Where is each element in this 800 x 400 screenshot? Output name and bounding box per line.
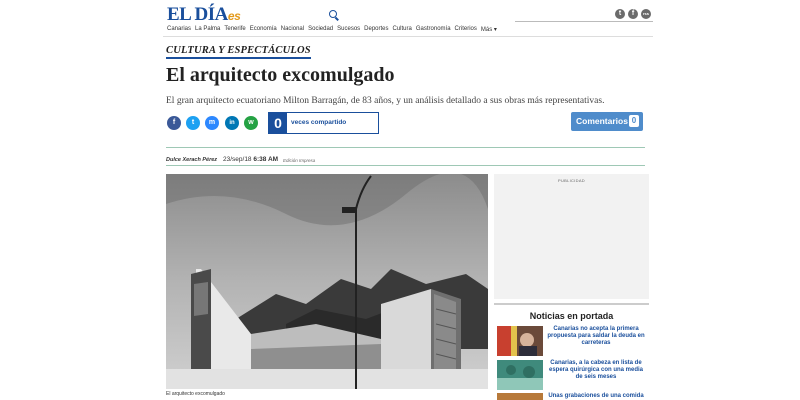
comments-button[interactable] [571,112,643,131]
divider [494,303,649,305]
news-thumb-image [497,360,543,390]
ad-label: PUBLICIDAD [557,178,585,183]
news-item[interactable] [497,326,649,356]
nav-item-deportes[interactable]: Deportes [364,26,389,32]
news-headline[interactable]: Canarias no acepta la primera propuesta para saldar la deuda en carreteras [547,326,645,346]
whatsapp-share-icon[interactable]: w [244,116,258,130]
news-thumbnail[interactable] [497,326,543,356]
linkedin-share-icon[interactable]: in [225,116,239,130]
divider [166,165,645,166]
news-headline[interactable]: Canarias, a la cabeza en lista de espera quirúrgica con una media de seis meses [548,360,644,380]
date-text: 23/sep/18 [223,156,252,163]
share-count: 0 [269,113,287,133]
time-text: 6:38 AM [253,156,279,163]
nav-item-economia[interactable]: Economía [249,26,277,32]
front-page-title: Noticias en portada [529,311,614,321]
nav-item-criterios[interactable]: Criterios [454,26,477,32]
facebook-share-icon[interactable]: f [167,116,181,130]
nav-item-gastronomia[interactable]: Gastronomía [415,26,451,32]
logo-suffix: es [227,9,241,23]
nav-item-sucesos[interactable]: Sucesos [337,26,361,32]
author-name[interactable]: Dulce Xerach Pérez [166,157,218,163]
nav-item-nacional[interactable]: Nacional [280,26,305,32]
publish-date [223,156,278,163]
site-header [163,0,653,37]
news-item[interactable] [497,393,649,400]
section-label[interactable]: CULTURA Y ESPECTÁCULOS [166,45,311,56]
article-photo[interactable] [166,174,488,389]
comments-count: 0 [629,115,639,127]
news-thumbnail[interactable] [497,360,543,390]
church-photo-image [166,174,488,389]
nav-item-mas[interactable]: Más ▾ [480,27,497,33]
nav-item-sociedad[interactable]: Sociedad [308,26,334,32]
divider [166,147,645,148]
byline [166,156,316,163]
nav-item-cultura[interactable]: Cultura [392,26,412,32]
twitter-share-icon[interactable]: t [186,116,200,130]
photo-caption: El arquitecto excomulgado [166,391,225,397]
section-underline [166,57,311,59]
share-count-label: veces compartido [291,119,347,126]
news-thumb-image [497,326,543,356]
share-counter [268,112,379,134]
facebook-icon[interactable]: f [628,9,638,19]
edition-label: Edición Impresa [283,158,316,163]
twitter-icon[interactable]: t [615,9,625,19]
ad-slot[interactable] [494,174,649,299]
nav-item-tenerife[interactable]: Tenerife [224,26,246,32]
comments-label: Comentarios [576,116,628,126]
article-title: El arquitecto excomulgado [166,64,395,86]
nav-item-canarias[interactable]: Canarias [167,26,192,32]
article-subtitle: El gran arquitecto ecuatoriano Milton Barragán, de 83 años, y un análisis detallado a sus obras más representativas. [166,96,605,106]
front-page-news [494,303,649,321]
news-thumbnail[interactable] [497,393,543,400]
search-input[interactable] [515,21,653,22]
nav-item-la-palma[interactable]: La Palma [195,26,221,32]
news-headline[interactable]: Unas grabaciones de una comida [548,393,644,399]
news-item[interactable] [497,360,649,390]
main-nav [167,26,497,33]
rss-icon[interactable]: rss [641,9,651,19]
site-logo[interactable] [167,4,240,26]
logo-text: EL DÍA [167,4,228,25]
news-thumb-image [497,393,543,400]
search-icon[interactable] [329,10,337,18]
messenger-share-icon[interactable]: m [205,116,219,130]
